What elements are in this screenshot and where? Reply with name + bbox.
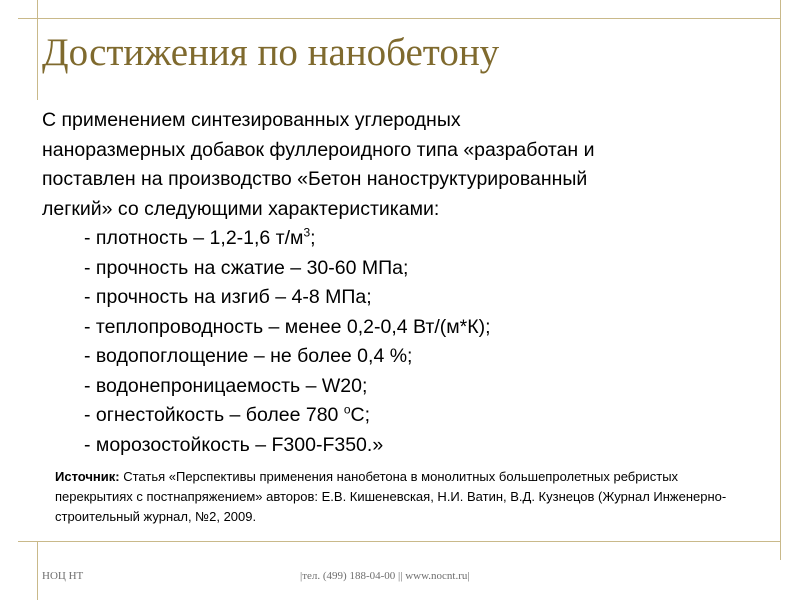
item-bending: - прочность на изгиб – 4-8 МПа;: [84, 286, 372, 308]
item-impermeability: - водонепроницаемость – W20;: [84, 374, 368, 397]
intro-line-4: легкий» со следующими характеристиками:: [42, 197, 440, 220]
item-absorption: - водопоглощение – не более 0,4 %;: [84, 345, 413, 367]
left-rule-top: [37, 0, 38, 100]
source-label: Источник:: [55, 469, 120, 484]
left-rule-bottom: [37, 541, 38, 600]
source-text: Статья «Перспективы применения нанобетона в монолитных большепролетных ребристых перекрытиях с постнапряжением» авторов: Е.В. Кишеневская, Н.И. Ватин, В.Д. Кузнецов (Журнал Инженерно-строительный журнал, №2, 2009.: [55, 469, 727, 524]
top-rule: [18, 18, 780, 19]
item-compression: - прочность на сжатие – 30-60 МПа;: [84, 256, 409, 279]
item-fire: - огнестойкость – более 780 $^o$С;: [84, 402, 371, 426]
main-text: [42, 106, 762, 460]
footer-contacts: |тел. (499) 188-04-00 || www.nocnt.ru|: [300, 570, 470, 582]
bottom-rule: [18, 541, 780, 542]
source-note: [55, 467, 755, 527]
item-density: - плотность – 1,2-1,6 $т/м^3$;: [84, 225, 316, 249]
intro-line-2: наноразмерных добавок фуллероидного типа «разработан и: [42, 138, 595, 161]
intro-line-3: поставлен на производство «Бетон наноструктурированный: [42, 168, 588, 190]
item-frost: - морозостойкость – F300-F350.»: [84, 433, 384, 456]
right-rule: [780, 0, 781, 560]
intro-line-1: С применением синтезированных углеродных: [42, 109, 461, 131]
footer-org: НОЦ НТ: [42, 570, 84, 582]
slide-title: Достижения по нанобетону: [42, 31, 500, 74]
item-thermal: - теплопроводность – менее 0,2-0,4 Вт/(м*К);: [84, 315, 491, 338]
